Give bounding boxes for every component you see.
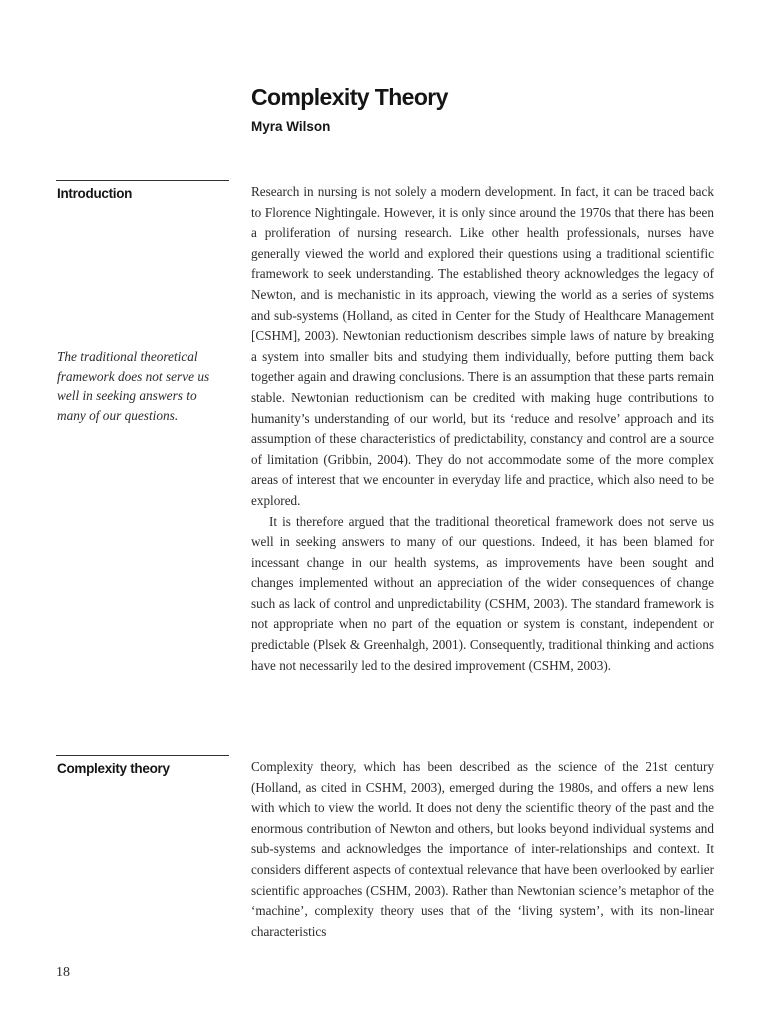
- article-title: Complexity Theory: [251, 84, 448, 110]
- paragraph: It is therefore argued that the traditional theoretical framework does not serve us well in seeking answers to many of our questions. Indeed, it has been blamed for incessant change in our health systems, as improvements have been sought and changes implemented without an appreciation of the wider consequences of change such as lack of control and unpredictability (CSHM, 2003). The standard framework is not appropriate when no part of the equation or system is constant, independent or predictable (Plsek & Greenhalgh, 2001). Consequently, traditional thinking and actions have not necessarily led to the desired improvement (CSHM, 2003).: [251, 513, 714, 673]
- page-number: 18: [56, 965, 70, 980]
- section-rule-complexity-theory: [56, 755, 229, 756]
- section-body-complexity-theory: [251, 757, 714, 942]
- section-body-introduction: [251, 182, 714, 676]
- section-heading-complexity-theory: Complexity theory: [57, 761, 170, 776]
- pull-quote: The traditional theoretical framework does not serve us well in seeking answers to many of our questions.: [57, 349, 210, 423]
- paragraph: Complexity theory, which has been described as the science of the 21st century (Holland, as cited in CSHM, 2003), emerged during the 1980s, and offers a new lens with which to view the world. It does not deny the scientific theory of the past and the enormous contribution of Newton and others, but looks beyond individual systems and sub-systems and acknowledges the importance of inter-relationships and context. It considers different aspects of contextual relevance that have been overlooked by earlier scientific approaches (CSHM, 2003). Rather than Newtonian science’s metaphor of the ‘machine’, complexity theory uses that of the ‘living system’, with its non-linear characteristics: [251, 759, 714, 939]
- section-rule-introduction: [56, 180, 229, 181]
- paragraph: Research in nursing is not solely a modern development. In fact, it can be traced back to Florence Nightingale. However, it is only since around the 1970s that there has been a proliferation of nursing research. Like other health professionals, nurses have generally viewed the world and explored their questions using a traditional scientific framework to seek understanding. The established theory acknowledges the legacy of Newton, and is mechanistic in its approach, viewing the world as a series of systems and sub-systems (Holland, as cited in Center for the Study of Healthcare Management [CSHM], 2003). Newtonian reductionism describes simple laws of nature by breaking a system into smaller bits and studying them individually, before putting them back together again and drawing conclusions. There is an assumption that these parts remain stable. Newtonian reductionism can be credited with making huge contributions to humanity’s understanding of our world, but its ‘reduce and resolve’ approach and its assumption of these characteristics of predictability, constancy and control are a source of limitation (Gribbin, 2004). They do not accommodate some of the more complex areas of interest that we encounter in everyday life and practice, which also need to be explored.: [251, 184, 714, 508]
- article-author: Myra Wilson: [251, 119, 331, 134]
- section-heading-introduction: Introduction: [57, 186, 133, 201]
